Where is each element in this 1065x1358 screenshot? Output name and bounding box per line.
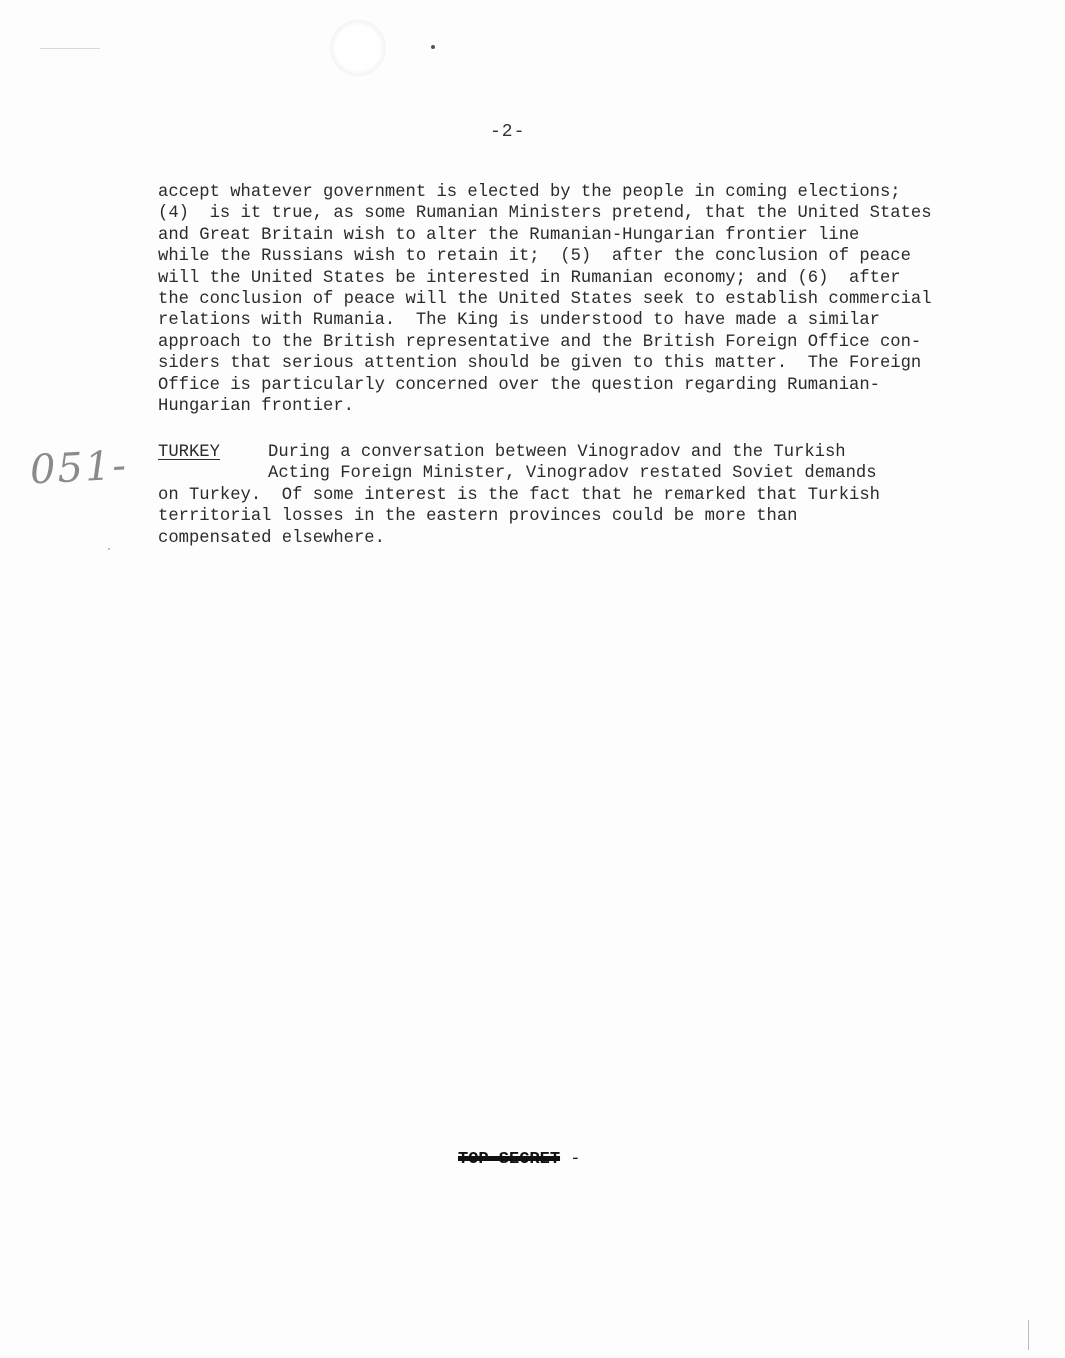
text-line: relations with Rumania. The King is understood to have made a similar bbox=[158, 311, 880, 331]
text-line: the conclusion of peace will the United States seek to establish commercial bbox=[158, 289, 932, 309]
page-number: -2- bbox=[490, 122, 526, 142]
edge-mark bbox=[40, 48, 100, 49]
edge-mark bbox=[1028, 1320, 1029, 1350]
punch-hole-mark bbox=[330, 20, 386, 76]
text-line: and Great Britain wish to alter the Rumanian-Hungarian frontier line bbox=[158, 225, 860, 245]
text-line: (4) is it true, as some Rumanian Ministers pretend, that the United States bbox=[158, 204, 932, 224]
text-line: on Turkey. Of some interest is the fact that he remarked that Turkish bbox=[158, 485, 880, 505]
text-line: approach to the British representative and the British Foreign Office con- bbox=[158, 332, 922, 352]
section-heading-turkey: TURKEY bbox=[158, 443, 220, 462]
text-line: territorial losses in the eastern provinces could be more than bbox=[158, 507, 798, 527]
text-line: siders that serious attention should be given to this matter. The Foreign bbox=[158, 354, 922, 374]
text-line: Hungarian frontier. bbox=[158, 396, 354, 416]
ink-speck bbox=[108, 548, 110, 550]
text-line: compensated elsewhere. bbox=[158, 528, 385, 548]
classification-suffix: - bbox=[560, 1150, 581, 1169]
paragraph-rumania bbox=[158, 182, 958, 417]
ink-speck bbox=[431, 45, 435, 49]
text-line: Office is particularly concerned over the question regarding Rumanian- bbox=[158, 375, 880, 395]
classification-marking bbox=[458, 1150, 580, 1169]
handwritten-margin-note: 051- bbox=[28, 442, 130, 494]
struck-classification-text: TOP SECRET bbox=[458, 1150, 561, 1169]
text-line: accept whatever government is elected by the people in coming elections; bbox=[158, 183, 901, 202]
text-line: During a conversation between Vinogradov and the Turkish bbox=[268, 443, 846, 462]
text-line: while the Russians wish to retain it; (5) after the conclusion of peace bbox=[158, 247, 911, 267]
text-line: Acting Foreign Minister, Vinogradov restated Soviet demands bbox=[268, 464, 877, 484]
text-line: will the United States be interested in Rumanian economy; and (6) after bbox=[158, 268, 901, 288]
